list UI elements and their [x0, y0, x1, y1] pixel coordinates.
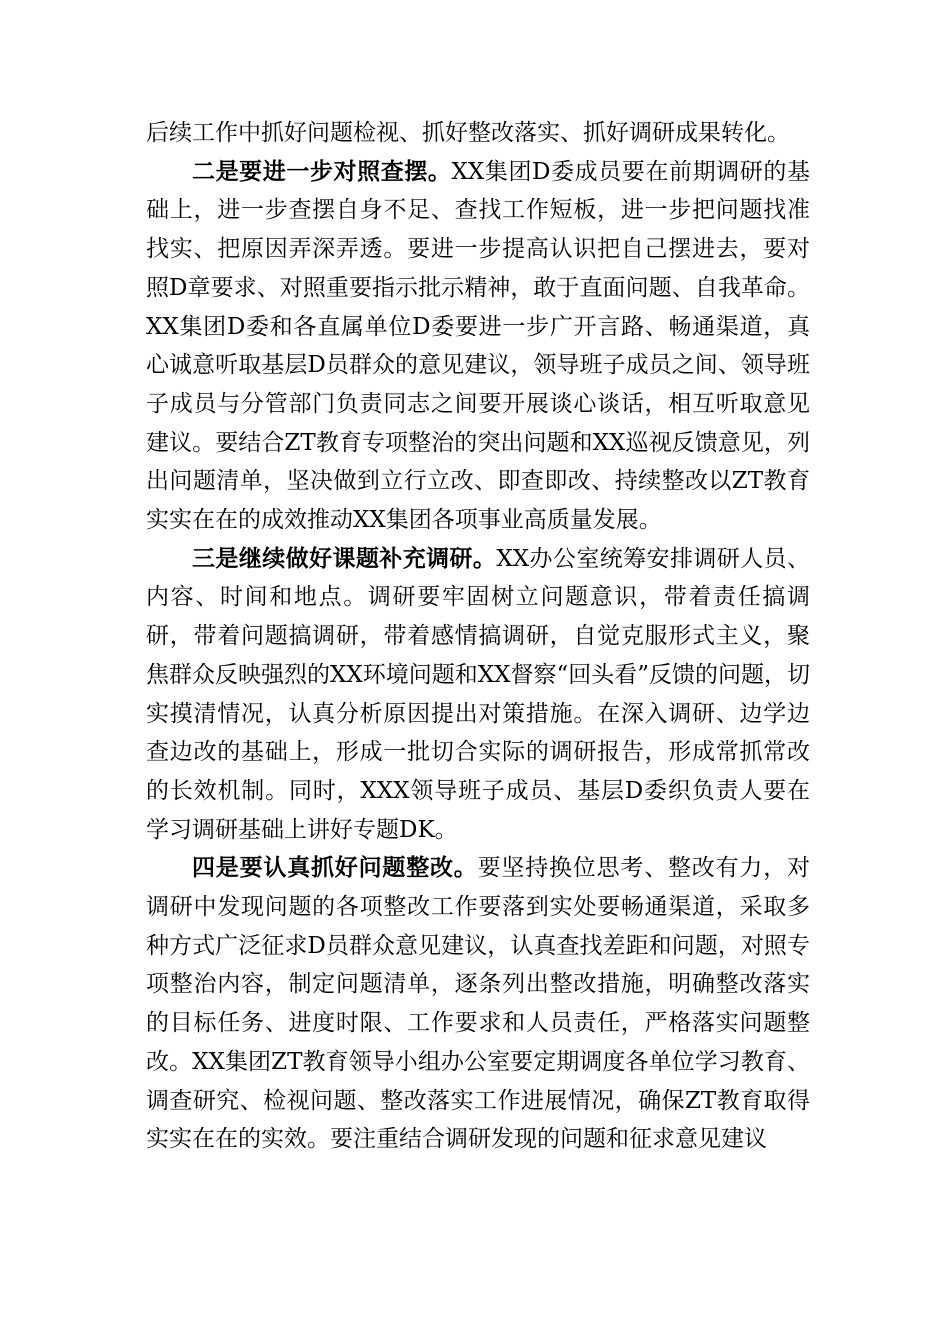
paragraph-heading: 二是要进一步对照查摆。 — [192, 158, 452, 185]
document-body — [146, 114, 810, 1159]
paragraph-body: XX办公室统筹安排调研人员、内容、时间和地点。调研要牢固树立问题意识，带着责任搞调研，带着问题搞调研，带着感情搞调研，自觉克服形式主义，聚焦群众反映强烈的XX环境问题和XX督察“回头看”反馈的问题，切实摸清情况，认真分析原因提出对策措施。在深入调研、边学边查边改的基础上，形成一批切合实际的调研报告，形成常抓常改的长效机制。同时，XXX领导班子成员、基层D委织负责人要在学习调研基础上讲好专题DK。 — [146, 545, 811, 843]
paragraph-point-2 — [146, 153, 810, 540]
paragraph-point-4 — [146, 849, 810, 1159]
paragraph-point-3 — [146, 540, 810, 850]
paragraph-body: 要坚持换位思考、整改有力，对调研中发现问题的各项整改工作要落到实处要畅通渠道，采取多种方式广泛征求D员群众意见建议，认真查找差距和问题，对照专项整治内容，制定问题清单，逐条列出整改措施，明确整改落实的目标任务、进度时限、工作要求和人员责任，严格落实问题整改。XX集团ZT教育领导小组办公室要定期调度各单位学习教育、调查研究、检视问题、整改落实工作进展情况，确保ZT教育取得实实在在的实效。要注重结合调研发现的问题和征求意见建议 — [146, 855, 811, 1153]
paragraph-body: XX集团D委成员要在前期调研的基础上，进一步查摆自身不足、查找工作短板，进一步把问题找准找实、把原因弄深弄透。要进一步提高认识把自己摆进去，要对照D章要求、对照重要指示批示精神，敢于直面问题、自我革命。XX集团D委和各直属单位D委要进一步广开言路、畅通渠道，真心诚意听取基层D员群众的意见建议，领导班子成员之间、领导班子成员与分管部门负责同志之间要开展谈心谈话，相互听取意见建议。要结合ZT教育专项整治的突出问题和XX巡视反馈意见，列出问题清单，坚决做到立行立改、即查即改、持续整改以ZT教育实实在在的成效推动XX集团各项事业高质量发展。 — [146, 158, 810, 534]
paragraph-continuation — [146, 114, 810, 153]
paragraph-body: 后续工作中抓好问题检视、抓好整改落实、抓好调研成果转化。 — [146, 120, 790, 146]
paragraph-heading: 三是继续做好课题补充调研。 — [192, 545, 497, 572]
paragraph-heading: 四是要认真抓好问题整改。 — [192, 855, 478, 882]
